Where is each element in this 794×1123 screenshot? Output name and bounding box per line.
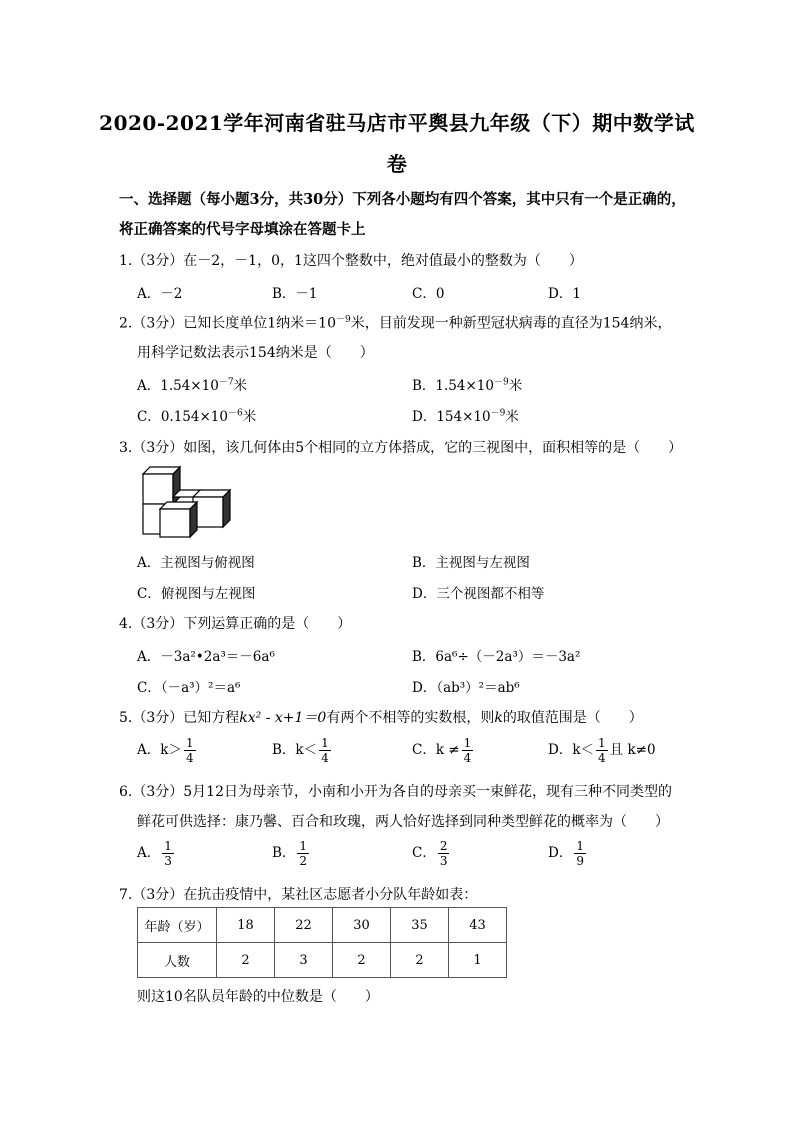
- section1-heading-line2: 将正确答案的代号字母填涂在答题卡上: [119, 221, 366, 238]
- q2-option-c: C．$0.154\times 10^{-6}$米: [137, 408, 257, 425]
- q4-option-d: D．（ab³）²＝ab⁶: [412, 680, 520, 696]
- q4-option-a: A．－3a²•2a³＝－6a⁶: [137, 649, 275, 665]
- q7-stem-after: 则这10名队员年龄的中位数是（ ）: [137, 989, 379, 1005]
- q5-option-d: D．k＜ $\frac{1}{4}$ 且 k≠0: [548, 736, 656, 765]
- q6-stem-line1: 6.（3分）5月12日为母亲节，小南和小开为各自的母亲买一束鲜花，现有三种不同类型的: [119, 784, 672, 800]
- table-cell: 2: [217, 943, 275, 978]
- q4-option-b: B．6a⁶÷（－2a³）＝－3a²: [412, 649, 581, 665]
- q5-option-b: B．k＜ $\frac{1}{4}$: [272, 736, 329, 765]
- table-cell: 43: [449, 908, 507, 943]
- table-cell: 1: [449, 943, 507, 978]
- q7-stem: 7.（3分）在抗击疫情中，某社区志愿者小分队年龄如表：: [119, 887, 478, 903]
- q2-option-b: B．$1.54\times 10^{-9}$米: [412, 377, 523, 394]
- q3-option-b: B．主视图与左视图: [412, 555, 530, 571]
- q3-option-a: A．主视图与俯视图: [137, 555, 255, 571]
- q1-option-b: B．－1: [272, 286, 318, 302]
- table-cell: 22: [275, 908, 333, 943]
- table-cell: 18: [217, 908, 275, 943]
- table-cell: 35: [391, 908, 449, 943]
- q1-option-c: C．0: [412, 286, 445, 302]
- q3-option-d: D．三个视图都不相等: [412, 586, 545, 602]
- table-cell: 人数: [138, 943, 217, 978]
- q2-stem-line2: 用科学记数法表示154纳米是（ ）: [137, 345, 374, 361]
- table-row: [138, 943, 507, 978]
- table-cell: 年龄（岁）: [138, 908, 217, 943]
- q6-option-b: B． $\frac{1}{2}$: [272, 839, 308, 868]
- q4-option-c: C．（－a³）²＝a⁶: [137, 680, 241, 696]
- q5-stem: 5.（3分）已知方程kx² - x+1＝0有两个不相等的实数根，则k的取值范围是（ ）: [119, 710, 643, 726]
- exam-title-line2: 卷: [386, 152, 408, 176]
- table-cell: 30: [333, 908, 391, 943]
- table-cell: 2: [333, 943, 391, 978]
- q6-option-c: C． $\frac{2}{3}$: [412, 839, 448, 868]
- table-row: [138, 908, 507, 943]
- q3-stem: 3.（3分）如图，该几何体由5个相同的立方体搭成，它的三视图中，面积相等的是（ ）: [119, 440, 683, 456]
- q6-option-a: A． $\frac{1}{3}$: [137, 839, 172, 868]
- exam-title-line1: 2020-2021学年河南省驻马店市平舆县九年级（下）期中数学试: [99, 111, 695, 135]
- age-table: [137, 907, 507, 978]
- q1-option-d: D．1: [548, 286, 581, 302]
- q2-stem-line1: 2.（3分）已知长度单位1纳米$=10^{-9}$米，目前发现一种新型冠状病毒的直径为154纳米，: [119, 315, 672, 332]
- q5-option-a: A．k＞ $\frac{1}{4}$: [137, 736, 194, 765]
- section1-heading-line1: 一、选择题（每小题3分，共30分）下列各小题均有四个答案，其中只有一个是正确的，: [119, 191, 686, 208]
- q6-stem-line2: 鲜花可供选择：康乃馨、百合和玫瑰，两人恰好选择到同种类型鲜花的概率为（ ）: [137, 814, 669, 830]
- q4-stem: 4.（3分）下列运算正确的是（ ）: [119, 616, 352, 632]
- q1-option-a: A．－2: [137, 286, 183, 302]
- q5-option-c: C．k ≠ $\frac{1}{4}$: [412, 736, 472, 765]
- cube-figure: [130, 462, 240, 540]
- q3-option-c: C．俯视图与左视图: [137, 586, 256, 602]
- q6-option-d: D． $\frac{1}{9}$: [548, 839, 584, 868]
- q2-option-a: A．$1.54\times 10^{-7}$米: [137, 377, 248, 394]
- table-cell: 2: [391, 943, 449, 978]
- q1-stem: 1.（3分）在－2，－1，0，1这四个整数中，绝对值最小的整数为（ ）: [119, 253, 583, 269]
- table-cell: 3: [275, 943, 333, 978]
- q2-option-d: D．$154\times 10^{-9}$米: [412, 408, 519, 425]
